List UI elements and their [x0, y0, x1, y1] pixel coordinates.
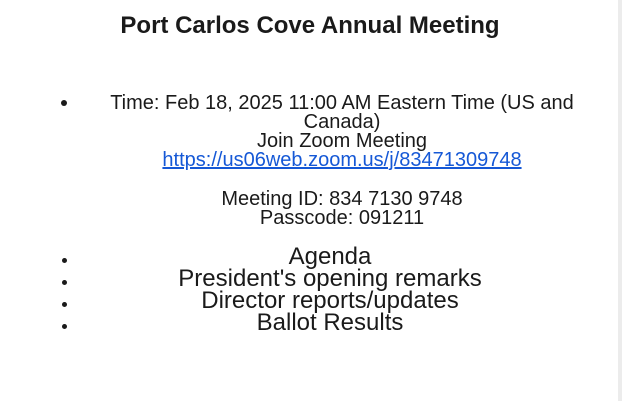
join-zoom-label: Join Zoom Meeting — [256, 130, 428, 152]
agenda-item-text: Agenda — [288, 243, 372, 270]
agenda-list — [60, 243, 620, 336]
scrollbar-track[interactable] — [618, 0, 622, 401]
page-title: Port Carlos Cove Annual Meeting — [120, 12, 500, 39]
meeting-details — [84, 94, 600, 170]
time-bullet — [61, 100, 67, 106]
agenda-item-text: Director reports/updates — [201, 287, 459, 314]
bullet-icon — [62, 258, 67, 263]
meeting-credentials — [84, 190, 600, 228]
bullet-icon — [62, 324, 67, 329]
meeting-time-continued: Canada) — [303, 111, 381, 133]
zoom-meeting-link[interactable]: https://us06web.zoom.us/j/83471309748 — [162, 149, 522, 171]
meeting-time: Time: Feb 18, 2025 11:00 AM Eastern Time (US and — [110, 92, 574, 114]
meeting-id: Meeting ID: 834 7130 9748 — [221, 188, 463, 210]
bullet-icon — [62, 302, 67, 307]
list-item — [60, 309, 620, 336]
meeting-passcode: Passcode: 091211 — [259, 207, 425, 229]
bullet-icon — [62, 280, 67, 285]
agenda-item-text: President's opening remarks — [178, 265, 482, 292]
agenda-item-text: Ballot Results — [256, 309, 404, 336]
